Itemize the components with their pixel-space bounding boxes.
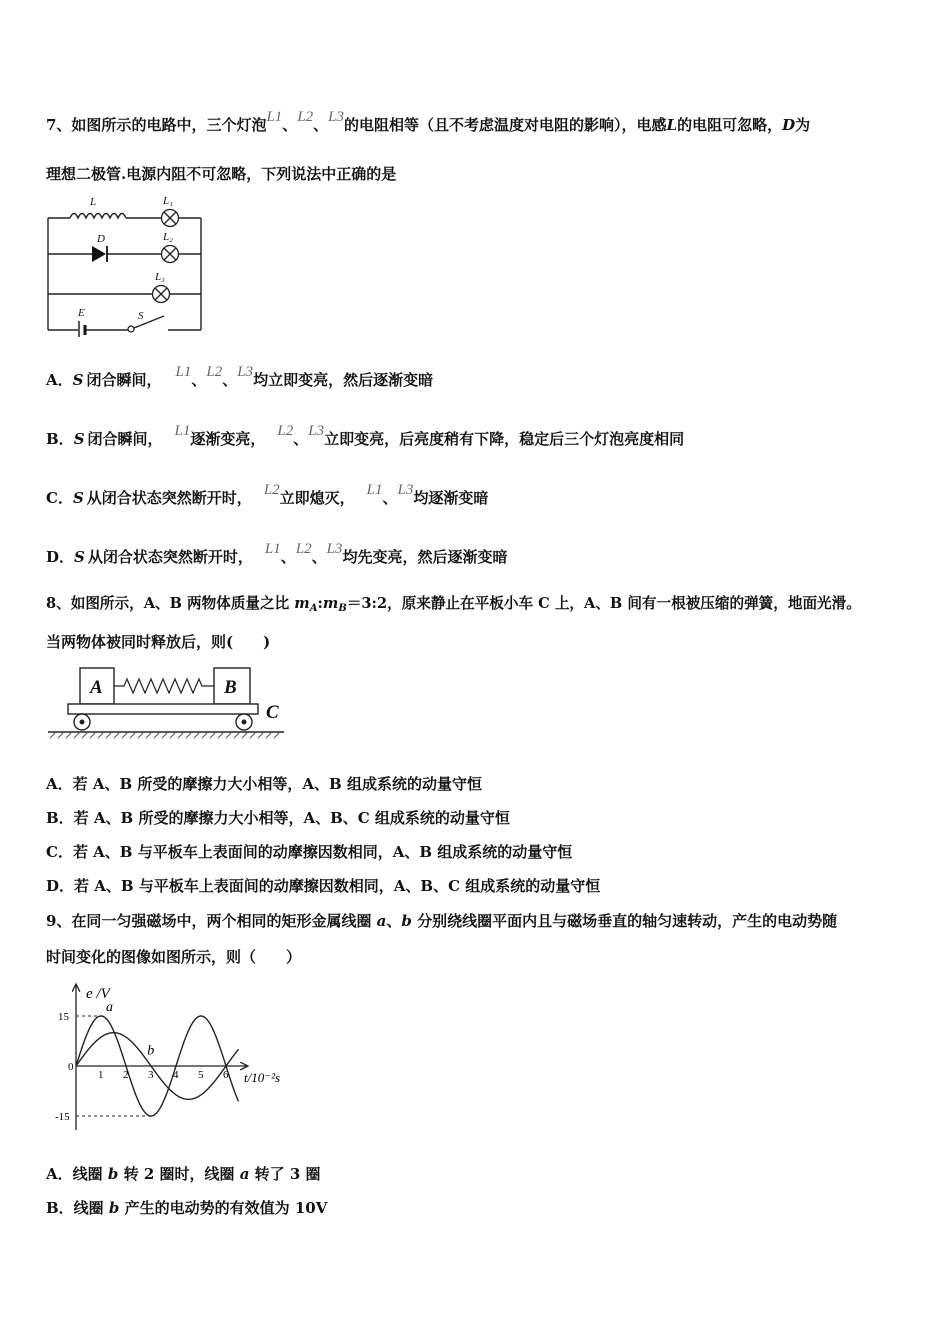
q9-stem-line1: 9、在同一匀强磁场中，两个相同的矩形金属线圈 a、b 分别绕线圈平面内且与磁场垂直的轴匀速转动，产生的电动势随: [46, 912, 838, 930]
lamp-l1-symbol: [162, 210, 179, 227]
q8-option-c[interactable]: C．若 A、B 与平板车上表面间的动摩擦因数相同，A、B 组成系统的动量守恒: [46, 843, 573, 861]
battery-label: E: [78, 307, 85, 319]
q8-stem-line2: 当两物体被同时释放后，则( ): [46, 633, 271, 651]
diode-symbol: [92, 246, 107, 262]
lamp-label-l2: L2: [297, 109, 314, 125]
q9-emf-chart: [40, 978, 300, 1138]
q7-circuit-diagram: [40, 192, 210, 337]
battery-symbol: [79, 321, 85, 337]
lamp-l2-symbol: [162, 246, 179, 263]
q8-stem-line1: 8、如图所示，A、B 两物体质量之比 $m_A:m_B=3:2$，原来静止在平板小车 C 上，A、B 间有一根被压缩的弹簧，地面光滑。: [46, 595, 861, 614]
x-tick-6: 6: [223, 1069, 229, 1081]
lamp3-label: L₃: [155, 271, 165, 283]
lamp-label-l3: L3: [328, 109, 345, 125]
q8-option-a[interactable]: A．若 A、B 所受的摩擦力大小相等，A、B 组成系统的动量守恒: [46, 775, 482, 793]
lamp-l3-symbol: [153, 286, 170, 303]
switch-symbol: [128, 326, 134, 332]
inductor-label: L: [90, 196, 97, 208]
x-tick-1: 1: [98, 1069, 104, 1081]
q8-option-b[interactable]: B．若 A、B 所受的摩擦力大小相等，A、B、C 组成系统的动量守恒: [46, 809, 510, 827]
block-b-label: B: [224, 677, 237, 698]
q8-cart-figure: [44, 662, 294, 744]
switch-label: S: [138, 310, 144, 322]
x-tick-3: 3: [148, 1069, 154, 1081]
lamp1-label: L₁: [163, 195, 173, 207]
series-b-label: b: [147, 1043, 155, 1059]
q9-option-b[interactable]: B．线圈 b 产生的电动势的有效值为 10V: [46, 1199, 328, 1217]
series-a-label: a: [106, 1000, 113, 1015]
q7-stem-line2: 理想二极管.电源内阻不可忽略，下列说法中正确的是: [46, 165, 397, 183]
x-axis-label: t/10⁻²s: [244, 1070, 281, 1085]
cart-board: [68, 704, 258, 714]
y-axis-label: e /V: [86, 986, 110, 1002]
lamp2-label: L₂: [163, 231, 173, 243]
q8-option-d[interactable]: D．若 A、B 与平板车上表面间的动摩擦因数相同，A、B、C 组成系统的动量守恒: [46, 877, 601, 895]
lamp-label-l1: L1: [266, 109, 283, 125]
q7-option-d[interactable]: D．S 从闭合状态突然断开时， L1、L2、L3均先变亮，然后逐渐变暗: [46, 541, 508, 566]
x-tick-2: 2: [123, 1069, 129, 1081]
ground-hatch: [50, 732, 280, 738]
q7-option-c[interactable]: C．S 从闭合状态突然断开时， L2立即熄灭， L1、L3均逐渐变暗: [46, 482, 489, 507]
cart-wheels: [74, 714, 252, 730]
y-tick-15: 15: [58, 1011, 69, 1023]
diode-label: D: [97, 233, 105, 245]
q9-stem-line2: 时间变化的图像如图所示，则（ ）: [46, 948, 302, 966]
y-tick-neg15: -15: [55, 1111, 70, 1123]
block-a-label: A: [90, 677, 103, 698]
y-tick-0: 0: [68, 1061, 74, 1073]
q7-option-b[interactable]: B．S 闭合瞬间， L1逐渐变亮， L2、L3立即变亮，后亮度稍有下降，稳定后三个灯泡亮度相同: [46, 423, 685, 448]
cart-label: C: [266, 702, 279, 723]
x-tick-4: 4: [173, 1069, 179, 1081]
x-tick-5: 5: [198, 1069, 204, 1081]
spring: [114, 679, 214, 693]
q7-option-a[interactable]: A．S 闭合瞬间， L1、L2、L3均立即变亮，然后逐渐变暗: [46, 364, 434, 389]
q7-stem-line1: 7、如图所示的电路中，三个灯泡L1、L2、L3的电阻相等（且不考虑温度对电阻的影响），电感L的电阻可忽略，D为: [46, 109, 811, 134]
q9-option-a[interactable]: A．线圈 b 转 2 圈时，线圈 a 转了 3 圈: [46, 1165, 321, 1183]
